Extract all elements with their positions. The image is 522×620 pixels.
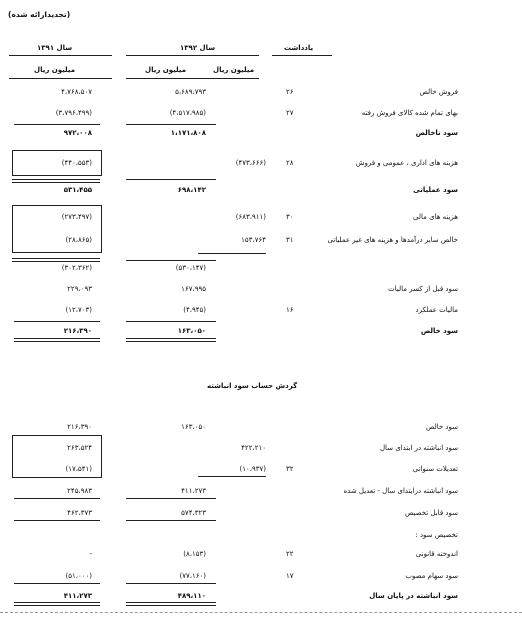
row-value-1392: (۷۷،۱۶۰) — [179, 572, 206, 580]
rule — [126, 338, 216, 342]
row-note: ۲۸ — [286, 159, 294, 167]
boxed-value — [12, 205, 102, 253]
rule — [12, 258, 100, 262]
row-sub-value: (۱۰،۹۳۷) — [239, 465, 266, 473]
row-label: سود ناخالص — [415, 129, 458, 137]
row-value-1392: (۴،۵۱۷،۹۸۵) — [169, 109, 206, 117]
row-value-1391: (۴۴۰،۵۵۳) — [61, 159, 92, 167]
rule — [12, 179, 100, 183]
row-value-1391: (۵۱،۰۰۰) — [65, 572, 92, 580]
rule — [126, 602, 216, 606]
rule — [14, 338, 100, 342]
row-note: ۳۱ — [286, 236, 294, 244]
rule — [126, 124, 216, 125]
row-label: مالیات عملکرد — [415, 306, 458, 314]
row-sub-value: ۴۲۲،۲۱۰ — [241, 444, 266, 452]
row-value-1392: (۵۳۰،۱۴۷) — [175, 264, 206, 272]
row-label: سود عملیاتی — [413, 186, 458, 194]
rule — [14, 498, 100, 499]
row-value-1391: ۲۶۳،۵۲۴ — [67, 444, 92, 452]
rule — [14, 124, 100, 125]
row-label: سود انباشته در ابتدای سال — [379, 444, 458, 452]
col-header-1391: سال ۱۳۹۱ — [37, 44, 73, 52]
unit-1392: میلیون ریال — [145, 66, 187, 74]
row-value-1391: (۱۲،۷۰۳) — [65, 306, 92, 314]
col-header-note: یادداشت — [284, 44, 314, 52]
row-sub-value: (۶۸۳،۹۱۱) — [235, 213, 266, 221]
rule — [126, 260, 216, 261]
rule — [198, 476, 266, 477]
row-value-1392: ۱۶۳،۰۵۰ — [181, 423, 206, 431]
row-value-1391: ۴،۷۶۸،۵۰۷ — [61, 88, 92, 96]
row-note: ۲۲ — [286, 550, 294, 558]
row-label: سود انباشته درابتدای سال - تعدیل شده — [343, 487, 458, 495]
row-label: خالص سایر درآمدها و هزینه های غیر عملیاتی — [327, 236, 458, 244]
row-label: هزینه های اداری ، عمومی و فروش — [355, 159, 458, 167]
row-value-1391: (۳۰۲،۳۶۲) — [61, 264, 92, 272]
header-rule-note — [272, 55, 332, 56]
row-value-1392: ۵،۶۸۹،۷۹۳ — [175, 88, 206, 96]
row-value-1392: (۸،۱۵۳) — [183, 550, 206, 558]
header-rule-1391 — [9, 55, 112, 56]
row-sub-value: ۱۵۳،۷۶۴ — [241, 236, 266, 244]
header-rule-1392 — [126, 55, 259, 56]
row-value-1391: ۹۷۲،۰۰۸ — [63, 129, 92, 137]
row-value-1391: ۴۱۱،۲۷۳ — [63, 592, 92, 600]
row-label: تخصیص سود : — [415, 531, 458, 539]
row-value-1391: (۲۷۳،۴۹۷) — [61, 213, 92, 221]
row-value-1391: ۲۱۶،۳۹۰ — [67, 423, 92, 431]
rule — [126, 498, 216, 499]
row-label: سود خالص — [420, 327, 458, 335]
row-note: ۱۶ — [286, 306, 294, 314]
retained-section-title: گردش حساب سود انباشته — [207, 382, 298, 390]
page-edge-marks — [0, 612, 522, 613]
row-value-1391: ۴۶۲،۳۷۳ — [67, 509, 92, 517]
row-value-1391: (۱۷،۵۴۱) — [65, 465, 92, 473]
row-note: ۲۷ — [286, 109, 294, 117]
row-label: بهای تمام شده کالای فروش رفته — [361, 109, 458, 117]
rule — [14, 520, 100, 521]
row-value-1392: ۴۸۹،۱۱۰ — [177, 592, 206, 600]
row-label: سود قبل از کسر مالیات — [388, 285, 458, 293]
rule — [126, 520, 216, 521]
row-value-1391: ۲۱۶،۳۹۰ — [63, 327, 92, 335]
row-value-1391: - — [89, 550, 92, 558]
row-value-1391: (۲۸،۸۶۵) — [65, 236, 92, 244]
rule — [14, 321, 100, 322]
row-value-1392: ۱۶۳،۰۵۰ — [177, 327, 206, 335]
restated-note: (تجدیدارائه شده) — [8, 10, 71, 19]
col-header-1392: سال ۱۳۹۲ — [180, 44, 216, 52]
rule — [126, 583, 216, 584]
row-label: سود انباشته در پایان سال — [369, 592, 458, 600]
unit-rule-1392 — [126, 78, 259, 79]
boxed-value — [12, 435, 102, 478]
boxed-value — [12, 150, 102, 176]
row-label: اندوخته قانونی — [415, 550, 458, 558]
row-value-1392: ۱،۱۷۱،۸۰۸ — [170, 129, 206, 137]
row-value-1392: ۶۹۸،۱۴۲ — [177, 186, 206, 194]
row-value-1392: ۱۶۷،۹۹۵ — [181, 285, 206, 293]
row-label: هزینه های مالی — [413, 213, 458, 221]
row-label: سود سهام مصوب — [405, 572, 458, 580]
row-value-1392: ۵۷۴،۳۲۳ — [181, 509, 206, 517]
row-value-1391: ۵۳۱،۴۵۵ — [63, 186, 92, 194]
row-sub-value: (۴۷۳،۶۶۶) — [235, 159, 266, 167]
unit-1392-sub: میلیون ریال — [213, 66, 255, 74]
row-note: ۳۰ — [286, 213, 294, 221]
rule — [126, 179, 216, 180]
row-note: ۲۶ — [286, 88, 294, 96]
unit-rule-1391 — [9, 78, 112, 79]
rule — [14, 583, 100, 584]
rule — [198, 253, 266, 254]
row-label: سود قابل تخصیص — [404, 509, 458, 517]
row-value-1391: (۳،۷۹۶،۴۹۹) — [55, 109, 92, 117]
row-value-1392: (۴،۹۴۵) — [183, 306, 206, 314]
row-value-1391: ۲۲۹،۰۹۳ — [67, 285, 92, 293]
unit-1391: میلیون ریال — [34, 66, 76, 74]
row-value-1391: ۲۴۵،۹۸۳ — [67, 487, 92, 495]
row-label: تعدیلات سنواتی — [412, 465, 458, 473]
row-label: فروش خالص — [419, 88, 458, 96]
row-note: ۱۷ — [286, 572, 294, 580]
rule — [126, 321, 216, 322]
rule — [14, 602, 100, 606]
row-value-1392: ۴۱۱،۲۷۳ — [181, 487, 206, 495]
row-note: ۳۲ — [286, 465, 294, 473]
row-label: سود خالص — [426, 423, 458, 431]
